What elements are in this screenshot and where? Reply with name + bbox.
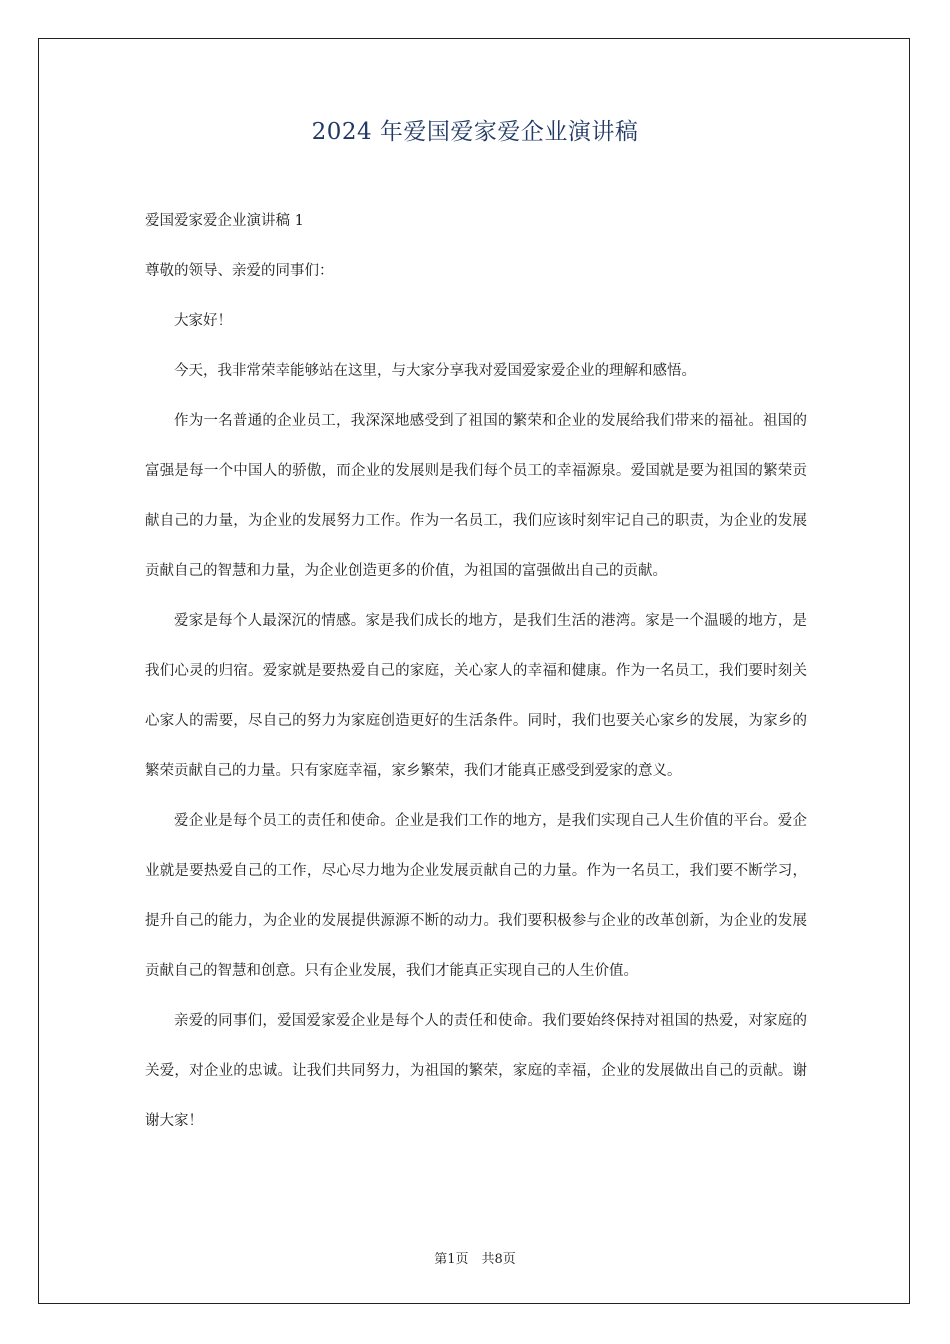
paragraph-love-enterprise: 爱企业是每个员工的责任和使命。企业是我们工作的地方，是我们实现自己人生价值的平台。爱企业就是要热爱自己的工作，尽心尽力地为企业发展贡献自己的力量。作为一名员工，我们要不断学习，提升自己的能力，为企业的发展提供源源不断的动力。我们要积极参与企业的改革创新，为企业的发展贡献自己的智慧和创意。只有企业发展，我们才能真正实现自己的人生价值。 bbox=[145, 813, 807, 979]
paragraph-love-country: 作为一名普通的企业员工，我深深地感受到了祖国的繁荣和企业的发展给我们带来的福祉。祖国的富强是每一个中国人的骄傲，而企业的发展则是我们每个员工的幸福源泉。爱国就是要为祖国的繁荣贡献自己的力量，为企业的发展努力工作。作为一名员工，我们应该时刻牢记自己的职责，为企业的发展贡献自己的智慧和力量，为企业创造更多的价值，为祖国的富强做出自己的贡献。 bbox=[145, 413, 807, 579]
document-body bbox=[145, 196, 807, 1146]
page-number-footer: 第1页 共8页 bbox=[434, 1252, 516, 1267]
paragraph-intro: 今天，我非常荣幸能够站在这里，与大家分享我对爱国爱家爱企业的理解和感悟。 bbox=[174, 363, 696, 379]
paragraph-love-family: 爱家是每个人最深沉的情感。家是我们成长的地方，是我们生活的港湾。家是一个温暖的地方，是我们心灵的归宿。爱家就是要热爱自己的家庭，关心家人的幸福和健康。作为一名员工，我们要时刻关心家人的需要，尽自己的努力为家庭创造更好的生活条件。同时，我们也要关心家乡的发展，为家乡的繁荣贡献自己的力量。只有家庭幸福，家乡繁荣，我们才能真正感受到爱家的意义。 bbox=[145, 613, 807, 779]
paragraph-greeting: 大家好！ bbox=[174, 313, 232, 329]
paragraph-closing: 亲爱的同事们，爱国爱家爱企业是每个人的责任和使命。我们要始终保持对祖国的热爱，对家庭的关爱，对企业的忠诚。让我们共同努力，为祖国的繁荣，家庭的幸福，企业的发展做出自己的贡献。谢谢大家！ bbox=[145, 1013, 807, 1129]
document-subtitle: 爱国爱家爱企业演讲稿 1 bbox=[145, 213, 304, 229]
salutation: 尊敬的领导、亲爱的同事们： bbox=[145, 263, 334, 279]
document-title: 2024 年爱国爱家爱企业演讲稿 bbox=[311, 119, 639, 145]
